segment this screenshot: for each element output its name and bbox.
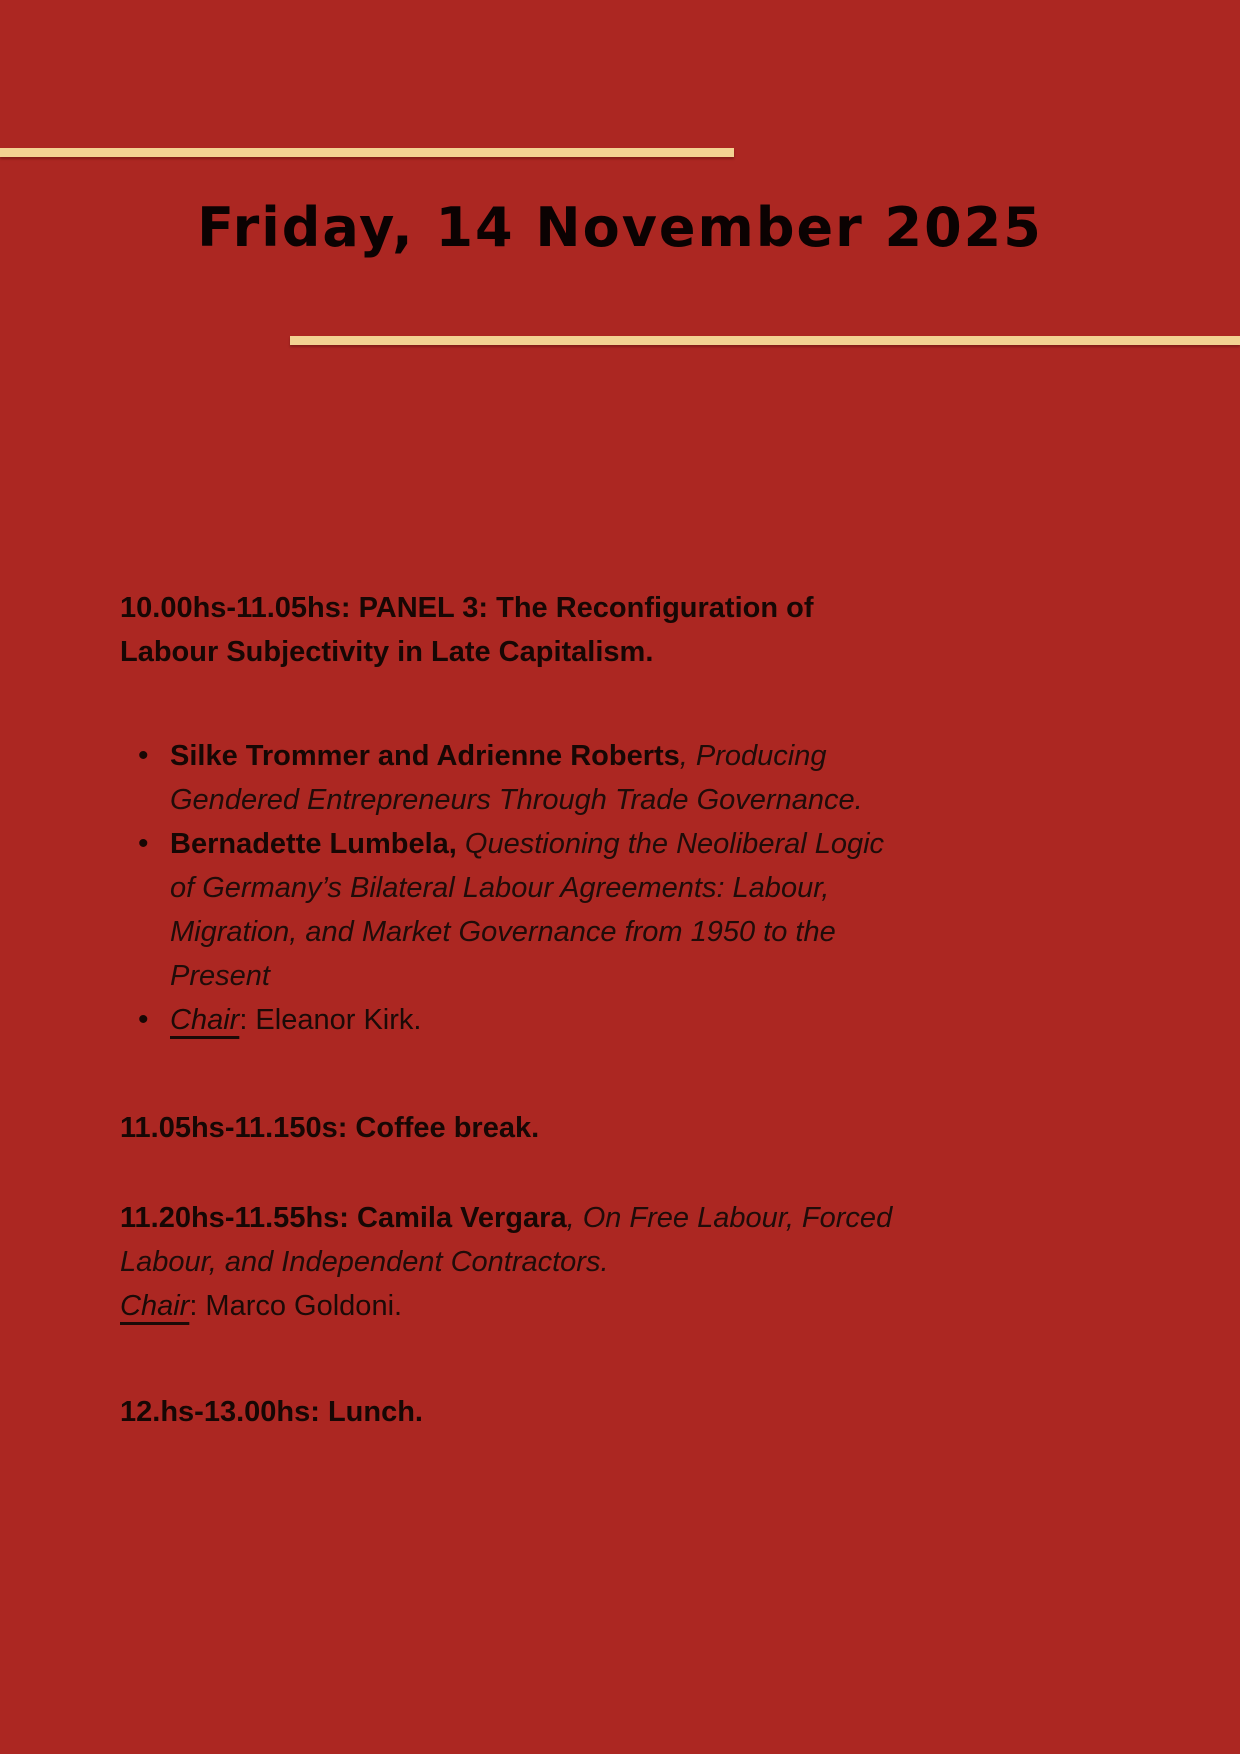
panel3-chair-label: Chair	[170, 1004, 240, 1036]
panel3-heading: 10.00hs-11.05hs: PANEL 3: The Reconfiguration of Labour Subjectivity in Late Capitalism.	[120, 592, 814, 668]
keynote-paper-title: , On Free Labour, Forced Labour, and Independent Contractors.	[120, 1202, 893, 1278]
talk-2-paper-title: Questioning the Neoliberal Logic of Germany’s Bilateral Labour Agreements: Labour, Migration, and Market Governance from 1950 to the Present	[170, 828, 885, 992]
decorative-line-bottom	[290, 336, 1240, 345]
talk-item-1	[120, 734, 900, 822]
page-title: Friday, 14 November 2025	[197, 196, 1043, 259]
decorative-line-top	[0, 148, 734, 157]
schedule-content	[120, 586, 1020, 1434]
lunch-slot: 12.hs-13.00hs: Lunch.	[120, 1396, 423, 1428]
panel3-chair-item	[120, 998, 900, 1042]
talk-2-speakers: Bernadette Lumbela,	[170, 828, 457, 860]
keynote-time-speaker: 11.20hs-11.55hs: Camila Vergara	[120, 1202, 567, 1234]
coffee-break-slot: 11.05hs-11.150s: Coffee break.	[120, 1112, 540, 1144]
keynote-chair-name: : Marco Goldoni.	[189, 1290, 403, 1322]
talk-item-2	[120, 822, 900, 998]
talk-1-paper-title: , Producing Gendered Entrepreneurs Through Trade Governance.	[170, 740, 863, 816]
panel3-talk-list	[120, 734, 900, 1042]
keynote-chair-label: Chair	[120, 1290, 190, 1322]
panel3-chair-name: : Eleanor Kirk.	[239, 1004, 422, 1036]
talk-1-speakers: Silke Trommer and Adrienne Roberts	[170, 740, 680, 772]
keynote-slot	[120, 1196, 970, 1328]
